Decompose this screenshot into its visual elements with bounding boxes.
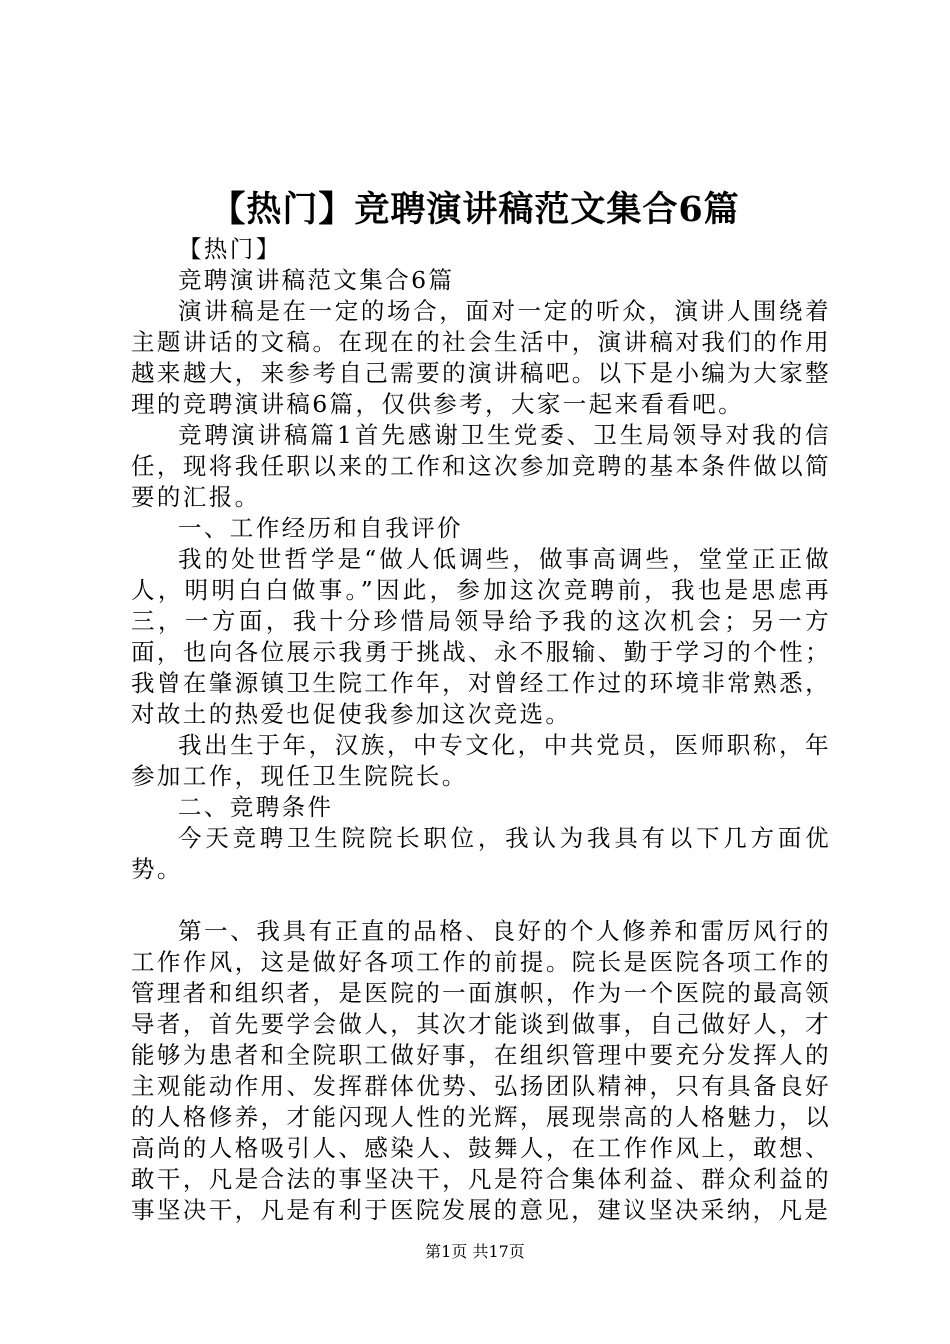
paragraph: 今天竞聘卫生院院长职位，我认为我具有以下几方面优势。 [131, 824, 831, 883]
paragraph: 我的处世哲学是“做人低调些，做事高调些，堂堂正正做人，明明白白做事。”因此，参加这次竞聘前，我也是思虑再三，一方面，我十分珍惜局领导给予我的这次机会；另一方面，也向各位展示我勇于挑战、永不服输、勤于学习的个性；我曾在肇源镇卫生院工作年，对曾经工作过的环境非常熟悉，对故土的热爱也促使我参加这次竞选。 [131, 545, 831, 728]
section-heading: 一、工作经历和自我评价 [178, 514, 463, 542]
paragraph: 竞聘演讲稿范文集合6篇 [178, 266, 455, 294]
page-footer: 第1页 共17页 [425, 1242, 525, 1261]
paragraph: 我出生于年，汉族，中专文化，中共党员，医师职称，年参加工作，现任卫生院院长。 [131, 731, 831, 790]
document-body [131, 234, 831, 1226]
paragraph: 演讲稿是在一定的场合，面对一定的听众，演讲人围绕着主题讲话的文稿。在现在的社会生活中，演讲稿对我们的作用越来越大，来参考自己需要的演讲稿吧。以下是小编为大家整理的竞聘演讲稿6篇，仅供参考，大家一起来看看吧。 [131, 297, 831, 418]
section-heading: 二、竞聘条件 [178, 793, 334, 821]
paragraph: 第一、我具有正直的品格、良好的个人修养和雷厉风行的工作作风，这是做好各项工作的前提。院长是医院各项工作的管理者和组织者，是医院的一面旗帜，作为一个医院的最高领导者，首先要学会做人，其次才能谈到做事，自己做好人，才能够为患者和全院职工做好事，在组织管理中要充分发挥人的主观能动作用、发挥群体优势、弘扬团队精神，只有具备良好的人格修养，才能闪现人性的光辉，展现崇高的人格魅力，以高尚的人格吸引人、感染人、鼓舞人，在工作作风上，敢想、敢干，凡是合法的事坚决干，凡是符合集体利益、群众利益的事坚决干，凡是有利于医院发展的意见，建议坚决采纳，凡是 [131, 917, 831, 1224]
paragraph: 【热门】 [178, 235, 282, 263]
paragraph: 竞聘演讲稿篇1首先感谢卫生党委、卫生局领导对我的信任，现将我任职以来的工作和这次参加竞聘的基本条件做以简要的汇报。 [131, 421, 831, 511]
document-title: 【热门】竞聘演讲稿范文集合6篇 [210, 189, 740, 230]
